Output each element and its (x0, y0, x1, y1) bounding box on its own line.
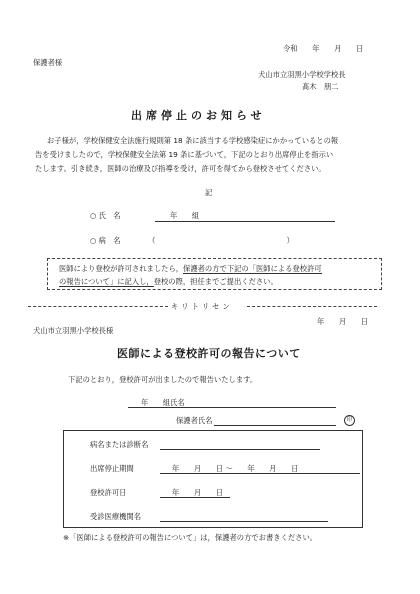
diagnosis-label: 病名または診断名 (90, 440, 149, 449)
notice-body-line2: 告を受けましたので，学校保健安全法第 19 条に基づいて，下記のとおり出席停止を指示い (35, 150, 334, 159)
period-value: 年 月 日 〜 年 月 日 (172, 464, 299, 473)
clinic-underline (160, 521, 328, 522)
permit-label: 登校許可日 (90, 488, 127, 497)
illness-label: ○ 病 名 (90, 236, 121, 245)
guardian-label: 保護者氏名 (176, 416, 213, 425)
clinic-label: 受診医療機関名 (90, 512, 142, 521)
grade-name-label: 年 組氏名 (141, 398, 185, 407)
date-line: 令和 年 月 日 (283, 44, 364, 53)
recipient: 保護者様 (33, 58, 63, 67)
guardian-underline (214, 425, 336, 426)
cut-line-left (28, 306, 168, 307)
report-addressee: 犬山市立羽黒小学校長様 (33, 326, 114, 335)
permit-underline (160, 497, 230, 498)
report-intro: 下記のとおり，登校許可が出ましたので報告いたします。 (68, 375, 258, 384)
report-date: 年 月 日 (317, 317, 369, 326)
sender-name: 髙木 朋二 (302, 82, 339, 91)
name-value: 年 組 (170, 211, 200, 220)
seal-icon: 印 (344, 415, 355, 426)
notice-title: 出席停止のお知らせ (131, 109, 266, 122)
instruction-line1-b: 保護者の方で下記の「医師による登校許可 (183, 264, 322, 273)
notice-body-line3: たします。引き続き，医師の治療及び指導を受け，許可を得てから登校させてください。 (35, 164, 326, 173)
grade-name-underline (128, 407, 336, 408)
name-underline (155, 221, 335, 222)
diagnosis-underline (160, 449, 320, 450)
notice-body-line1: お子様が，学校保健安全法施行規則第 18 条に該当する学校感染症にかかっているとの報 (47, 136, 339, 145)
name-label: ○ 氏 名 (90, 211, 121, 220)
instruction-line2-b: 登校の際，担任までご提出ください。 (153, 277, 278, 286)
permit-value: 年 月 日 (172, 488, 224, 497)
report-footnote: ※「医師による登校許可の報告について」は，保護者の方でお書きください。 (63, 533, 318, 542)
instruction-line2-a: の報告について」に記入し， (59, 277, 154, 286)
sender-school: 犬山市立羽黒小学校学校長 (258, 70, 346, 79)
period-label: 出席停止期間 (90, 464, 134, 473)
cut-label: キリトリセン (171, 302, 233, 311)
period-underline (160, 473, 360, 474)
report-title: 医師による登校許可の報告について (117, 347, 301, 360)
instruction-line1 (59, 264, 322, 274)
cut-line-right (247, 306, 377, 307)
ki-label: 記 (205, 188, 213, 197)
instruction-line2 (59, 277, 278, 287)
illness-value: （ ） (148, 236, 294, 245)
instruction-line1-a: 医師により登校が許可されましたら， (59, 264, 184, 273)
